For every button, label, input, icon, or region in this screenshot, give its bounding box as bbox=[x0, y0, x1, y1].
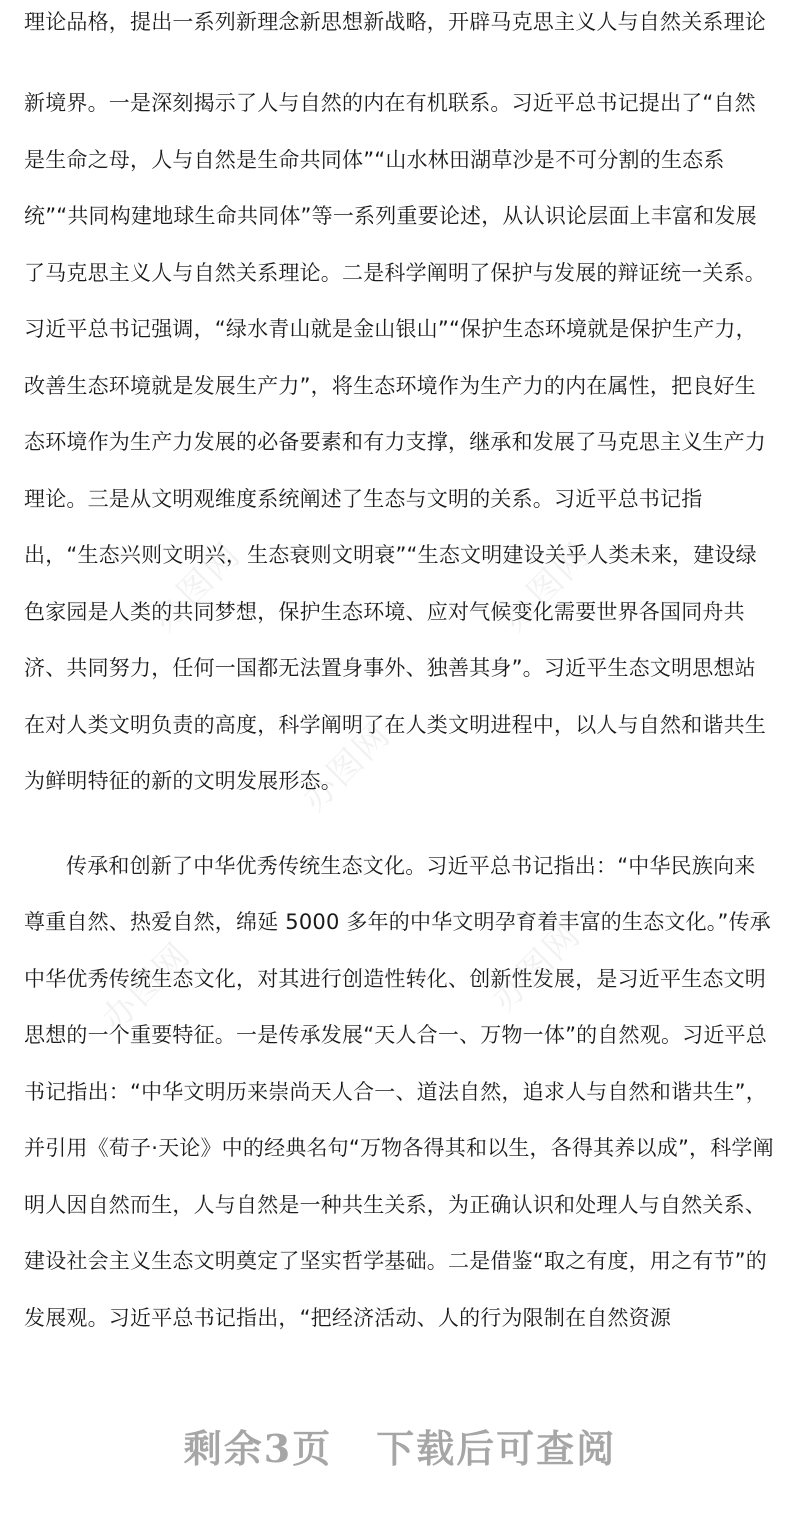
download-to-view-label: 下载后可查阅 bbox=[376, 1426, 617, 1471]
remaining-pages-label: 剩余3页 bbox=[183, 1426, 333, 1471]
watermark: 办图网 bbox=[494, 534, 599, 640]
watermark: 办图网 bbox=[144, 534, 249, 640]
document-paragraph-1: 新境界。一是深刻揭示了人与自然的内在有机联系。习近平总书记提出了“自然是生命之母，人与自然是生命共同体”“山水林田湖草沙是不可分割的生态系统”“共同构建地球生命共同体”等一系列重要论述，从认识论层面上丰富和发展了马克思主义人与自然关系理论。二是科学阐明了保护与发展的辩证统一关系。习近平总书记强调，“绿水青山就是金山银山”“保护生态环境就是保护生产力，改善生态环境就是发展生产力”，将生态环境作为生产力的内在属性，把良好生态环境作为生产力发展的必备要素和有力支撑，继承和发展了马克思主义生产力理论。三是从文明观维度系统阐述了生态与文明的关系。习近平总书记指出，“生态兴则文明兴，生态衰则文明衰”“生态文明建设关乎人类未来，建设绿色家园是人类的共同梦想，保护生态环境、应对气候变化需要世界各国同舟共济、共同努力，任何一国都无法置身事外、独善其身”。习近平生态文明思想站在对人类文明负责的高度，科学阐明了在人类文明进程中，以人与自然和谐共生为鲜明特征的新的文明发展形态。 bbox=[24, 91, 766, 793]
remaining-pages-notice[interactable] bbox=[0, 1418, 800, 1473]
document-first-line: 理论品格，提出一系列新理念新思想新战略，开辟马克思主义人与自然关系理论 bbox=[24, 10, 766, 34]
watermark: 办图网 bbox=[484, 914, 589, 1020]
document-page bbox=[24, 0, 776, 1346]
watermark: 办图网 bbox=[94, 934, 199, 1040]
watermark: 办图网 bbox=[294, 714, 399, 820]
document-paragraph-2: 传承和创新了中华优秀传统生态文化。习近平总书记指出：“中华民族向来尊重自然、热爱自然，绵延 5000 多年的中华文明孕育着丰富的生态文化。”传承中华优秀传统生态文化，对其进行创造性转化、创新性发展，是习近平生态文明思想的一个重要特征。一是传承发展“天人合一、万物一体”的自然观。习近平总书记指出：“中华文明历来崇尚天人合一、道法自然，追求人与自然和谐共生”，并引用《荀子·天论》中的经典名句“万物各得其和以生，各得其养以成”，科学阐明人因自然而生，人与自然是一种共生关系，为正确认识和处理人与自然关系、建设社会主义生态文明奠定了坚实哲学基础。二是借鉴“取之有度，用之有节”的发展观。习近平总书记指出，“把经济活动、人的行为限制在自然资源 bbox=[24, 853, 774, 1330]
